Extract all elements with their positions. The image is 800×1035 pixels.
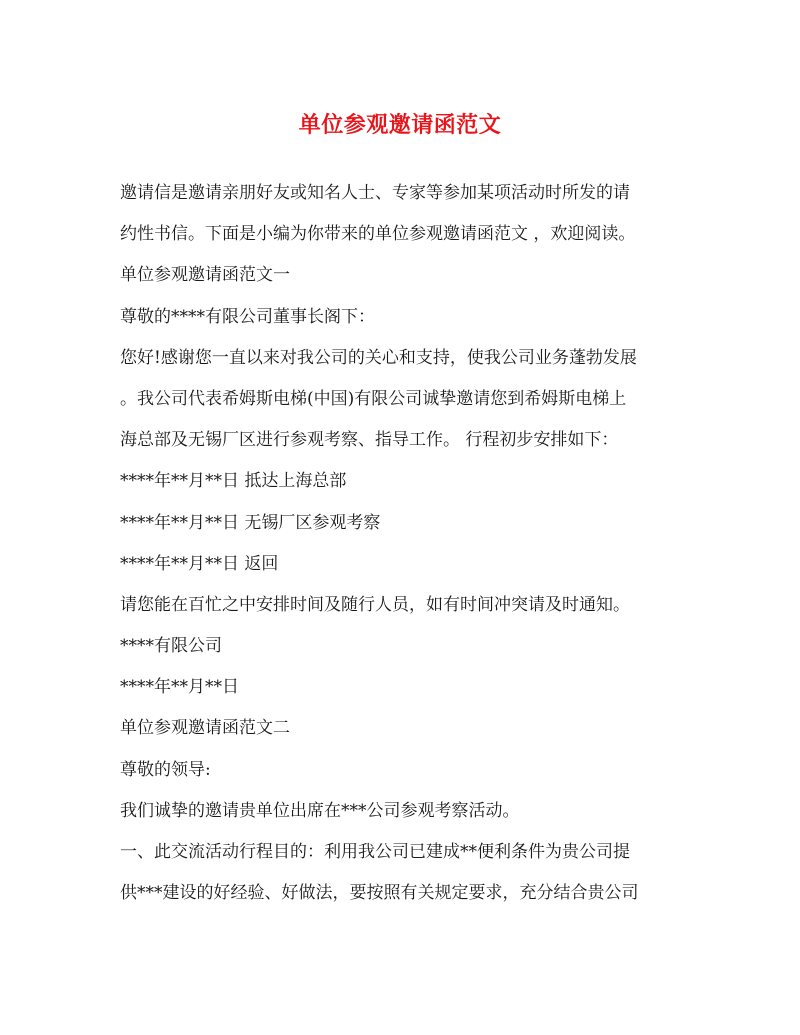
- schedule-item: ****年**月**日 返回: [120, 553, 279, 574]
- paragraph-line: 您好!感谢您一直以来对我公司的关心和支持，使我公司业务蓬勃发展: [120, 347, 637, 368]
- paragraph-line: 供***建设的好经验、好做法，要按照有关规定要求，充分结合贵公司: [120, 883, 639, 904]
- paragraph-line: 请您能在百忙之中安排时间及随行人员，如有时间冲突请及时通知。: [120, 594, 630, 615]
- section-heading: 单位参观邀请函范文二: [120, 718, 290, 739]
- salutation: 尊敬的领导:: [120, 759, 211, 780]
- paragraph-line: 。我公司代表希姆斯电梯(中国)有限公司诚挚邀请您到希姆斯电梯上: [120, 388, 627, 409]
- paragraph-line: 约性书信。下面是小编为你带来的单位参观邀请函范文 ，欢迎阅读。: [120, 224, 636, 245]
- schedule-item: ****年**月**日 抵达上海总部: [120, 471, 347, 492]
- schedule-item: ****年**月**日 无锡厂区参观考察: [120, 512, 381, 533]
- paragraph-line: 邀请信是邀请亲朋好友或知名人士、专家等参加某项活动时所发的请: [120, 183, 630, 203]
- document-body: [120, 178, 690, 919]
- paragraph-line: 我们诚挚的邀请贵单位出席在***公司参观考察活动。: [120, 800, 520, 821]
- signature-company: ****有限公司: [120, 636, 222, 657]
- document-title: 单位参观邀请函范文: [298, 112, 502, 138]
- paragraph-line: 一、此交流活动行程目的：利用我公司已建成**便利条件为贵公司提: [120, 842, 630, 862]
- paragraph-line: 海总部及无锡厂区进行参观考察、指导工作。 行程初步安排如下：: [120, 430, 619, 451]
- section-heading: 单位参观邀请函范文一: [120, 265, 290, 286]
- salutation: 尊敬的****有限公司董事长阁下：: [120, 306, 375, 327]
- signature-date: ****年**月**日: [120, 677, 239, 698]
